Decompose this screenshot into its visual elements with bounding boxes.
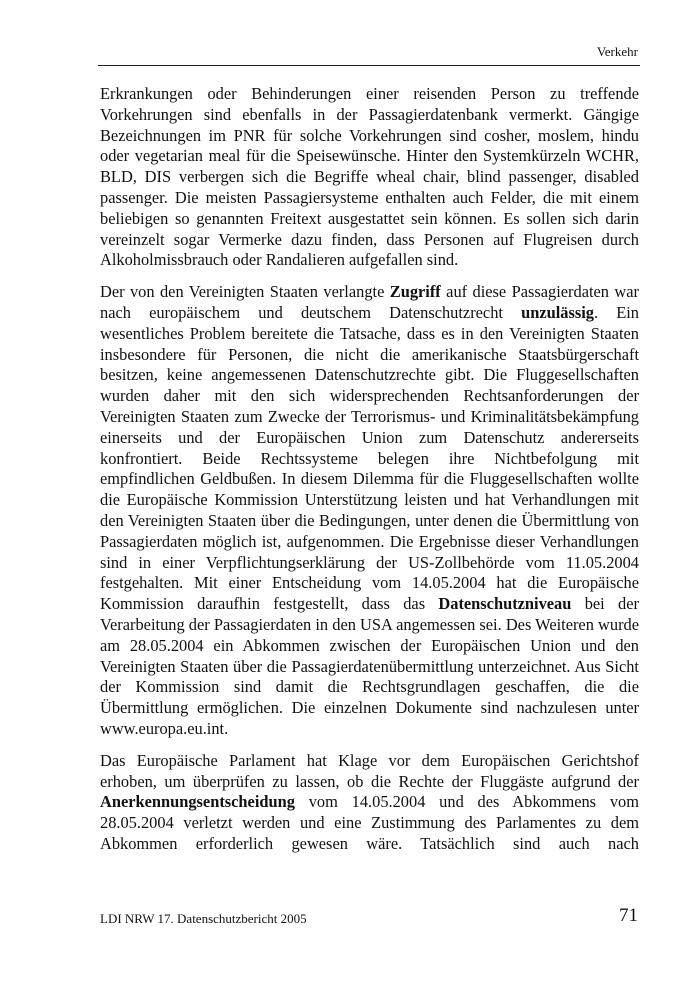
text-run: Das Europäische Parlament hat Klage vor dem Europäischen Gerichtshof erhoben, um überprüfen zu lassen, ob die Rechte der Fluggäste aufgrund der — [100, 750, 639, 791]
header-rule — [98, 65, 640, 66]
emphasis-datenschutzniveau: Datenschutzniveau — [438, 594, 572, 614]
paragraph-3 — [100, 751, 639, 855]
text-run: vom 14.05.2004 und des Abkommens vom 28.05.2004 verletzt werden und eine Zustimmung des Parlamentes zu dem Abkommen erforderlich gewesen wäre. Tatsächlich sind auch nach — [100, 792, 639, 853]
emphasis-zugriff: Zugriff — [389, 282, 441, 302]
text-run: auf diese Passagierdaten war nach europäischem und deutschem Datenschutzrecht — [100, 282, 639, 322]
running-header: Verkehr — [596, 44, 638, 59]
emphasis-unzulaessig: unzulässig — [521, 302, 594, 322]
paragraph-1: Erkrankungen oder Behinderungen einer reisenden Person zu treffende Vorkehrungen sind ebenfalls in der Passagierdatenbank vermerkt. Gängige Bezeichnungen im PNR für solche Vorkehrungen sind cosher, moslem, hindu oder vegetarian meal für die Speisewünsche. Hinter den Systemkürzeln WCHR, BLD, DIS verbergen sich die Begriffe wheal chair, blind passenger, disabled passenger. Die meisten Passagiersysteme enthalten auch Felder, die mit einem beliebigen so genannten Freitext ausgestattet sein können. Es sollen sich darin vereinzelt sogar Vermerke dazu finden, dass Personen auf Flugreisen durch Alkoholmissbrauch oder Randalieren aufgefallen sind. — [100, 84, 639, 270]
text-run: . Ein wesentliches Problem bereitete die Tatsache, dass es in den Vereinigten Staaten insbesondere für Personen, die nicht die amerikanische Staatsbürgerschaft besitzen, keine angemessenen Datenschutzrechte gibt. Die Fluggesellschaften wurden daher mit den sich widersprechenden Rechtsanforderungen der Vereinigten Staaten zum Zwecke der Terrorismus- und Kriminalitätsbekämpfung einerseits und der Europäischen Union zum Datenschutz andererseits konfrontiert. Beide Rechtssysteme belegen ihre Nichtbefolgung mit empfindlichen Geldbußen. In diesem Dilemma für die Fluggesellschaften wollte die Europäische Kommission Unterstützung leisten und hat Verhandlungen mit den Vereinigten Staaten über die Bedingungen, unter denen die Übermittlung von Passagierdaten möglich ist, aufgenommen. Die Ergebnisse dieser Verhandlungen sind in einer Verpflichtungserklärung der US-Zollbehörde vom 11.05.2004 festgehalten. Mit einer Entscheidung vom 14.05.2004 hat die Europäische Kommission daraufhin festgestellt, dass das — [100, 302, 639, 614]
emphasis-anerkennungsentscheidung: Anerkennungsentscheidung — [100, 792, 295, 812]
paragraph-2 — [100, 282, 639, 740]
page-number: 71 — [619, 905, 638, 926]
text-run: Der von den Vereinigten Staaten verlangte — [100, 282, 390, 302]
footer-publication: LDI NRW 17. Datenschutzbericht 2005 — [100, 911, 307, 926]
page-body — [100, 84, 639, 866]
text-run: bei der Verarbeitung der Passagierdaten in den USA angemessen sei. Des Weiteren wurde am 28.05.2004 ein Abkommen zwischen der Europäischen Union und den Vereinigten Staaten über die Passagierdatenübermittlung unterzeichnet. Aus Sicht der Kommission sind damit die Rechtsgrundlagen geschaffen, die die Übermittlung ermöglichen. Die einzelnen Dokumente sind nachzulesen unter www.europa.eu.int. — [100, 594, 639, 738]
